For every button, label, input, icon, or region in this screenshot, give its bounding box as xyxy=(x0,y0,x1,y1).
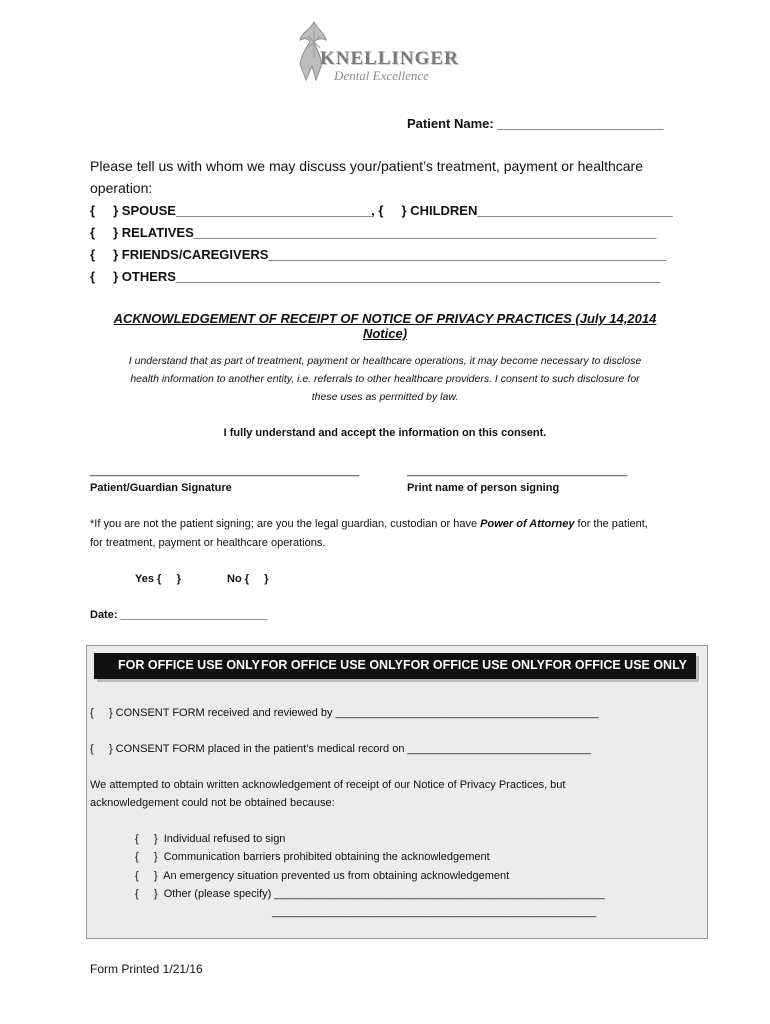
reason-emergency[interactable]: { } An emergency situation prevented us from obtaining acknowledgement xyxy=(135,870,510,882)
option-others[interactable]: { } OTHERS___________________________________________________________________ xyxy=(90,269,661,284)
guardian-note-pre: *If you are not the patient signing; are you the legal guardian, custodian or have xyxy=(90,518,481,530)
guardian-note-line2: for treatment, payment or healthcare operations. xyxy=(90,537,326,549)
intro-text-line2: operation: xyxy=(90,180,153,196)
consent-statement: I fully understand and accept the information on this consent. xyxy=(223,427,547,439)
signature-line[interactable]: ____________________________________________ xyxy=(90,465,360,477)
no-checkbox[interactable]: No { } xyxy=(227,573,269,585)
option-relatives[interactable]: { } RELATIVES________________________________________________________________ xyxy=(90,225,657,240)
print-name-line[interactable]: ____________________________________ xyxy=(407,465,628,477)
attempt-text-line2: acknowledgement could not be obtained because: xyxy=(90,797,335,809)
intro-text-line1: Please tell us with whom we may discuss your/patient’s treatment, payment or healthcare xyxy=(90,158,643,174)
reason-communication-barriers[interactable]: { } Communication barriers prohibited obtaining the acknowledgement xyxy=(135,851,490,863)
attempt-text-line1: We attempted to obtain written acknowledgement of receipt of our Notice of Privacy Practices, but xyxy=(90,779,566,791)
power-of-attorney: Power of Attorney xyxy=(480,518,575,530)
office-use-label: FOR OFFICE USE ONLY xyxy=(118,658,260,672)
print-name-label: Print name of person signing xyxy=(407,482,560,494)
ack-paragraph-line2: health information to another entity, i.e. referrals to other healthcare providers. I consent to such disclosure for xyxy=(130,373,640,385)
option-friends-caregivers[interactable]: { } FRIENDS/CAREGIVERS_______________________________________________________ xyxy=(90,247,667,262)
logo-name: KNELLINGER xyxy=(320,48,459,69)
form-printed-date: Form Printed 1/21/16 xyxy=(90,962,203,976)
practice-logo xyxy=(292,18,459,88)
yes-checkbox[interactable]: Yes { } xyxy=(135,573,181,585)
reason-refused[interactable]: { } Individual refused to sign xyxy=(135,833,286,845)
logo-tagline: Dental Excellence xyxy=(334,68,429,83)
guardian-note xyxy=(90,518,648,530)
office-use-label: FOR OFFICE USE ONLY xyxy=(403,658,545,672)
acknowledgement-title: ACKNOWLEDGEMENT OF RECEIPT OF NOTICE OF PRIVACY PRACTICES (July 14,2014 Notice) xyxy=(113,311,657,341)
office-use-label: FOR OFFICE USE ONLY xyxy=(261,658,403,672)
guardian-note-post: for the patient, xyxy=(574,518,648,530)
date-field[interactable]: Date: ________________________ xyxy=(90,609,268,621)
signature-label: Patient/Guardian Signature xyxy=(90,482,232,494)
office-use-band xyxy=(94,653,696,679)
consent-received-line[interactable]: { } CONSENT FORM received and reviewed by ___________________________________________ xyxy=(90,707,599,719)
consent-placed-line[interactable]: { } CONSENT FORM placed in the patient’s medical record on ______________________________ xyxy=(90,743,592,755)
reason-other[interactable]: { } Other (please specify) ______________________________________________________ xyxy=(135,888,605,900)
ack-paragraph-line3: these uses as permitted by law. xyxy=(311,391,459,403)
patient-name-field[interactable]: Patient Name: _______________________ xyxy=(407,116,664,131)
ack-paragraph-line1: I understand that as part of treatment, payment or healthcare operations, it may become necessary to disclose xyxy=(128,355,642,367)
option-spouse-children[interactable]: { } SPOUSE___________________________, { } CHILDREN___________________________ xyxy=(90,203,673,218)
office-use-label: FOR OFFICE USE ONLY xyxy=(545,658,687,672)
reason-other-continuation[interactable]: _____________________________________________________ xyxy=(272,906,597,918)
